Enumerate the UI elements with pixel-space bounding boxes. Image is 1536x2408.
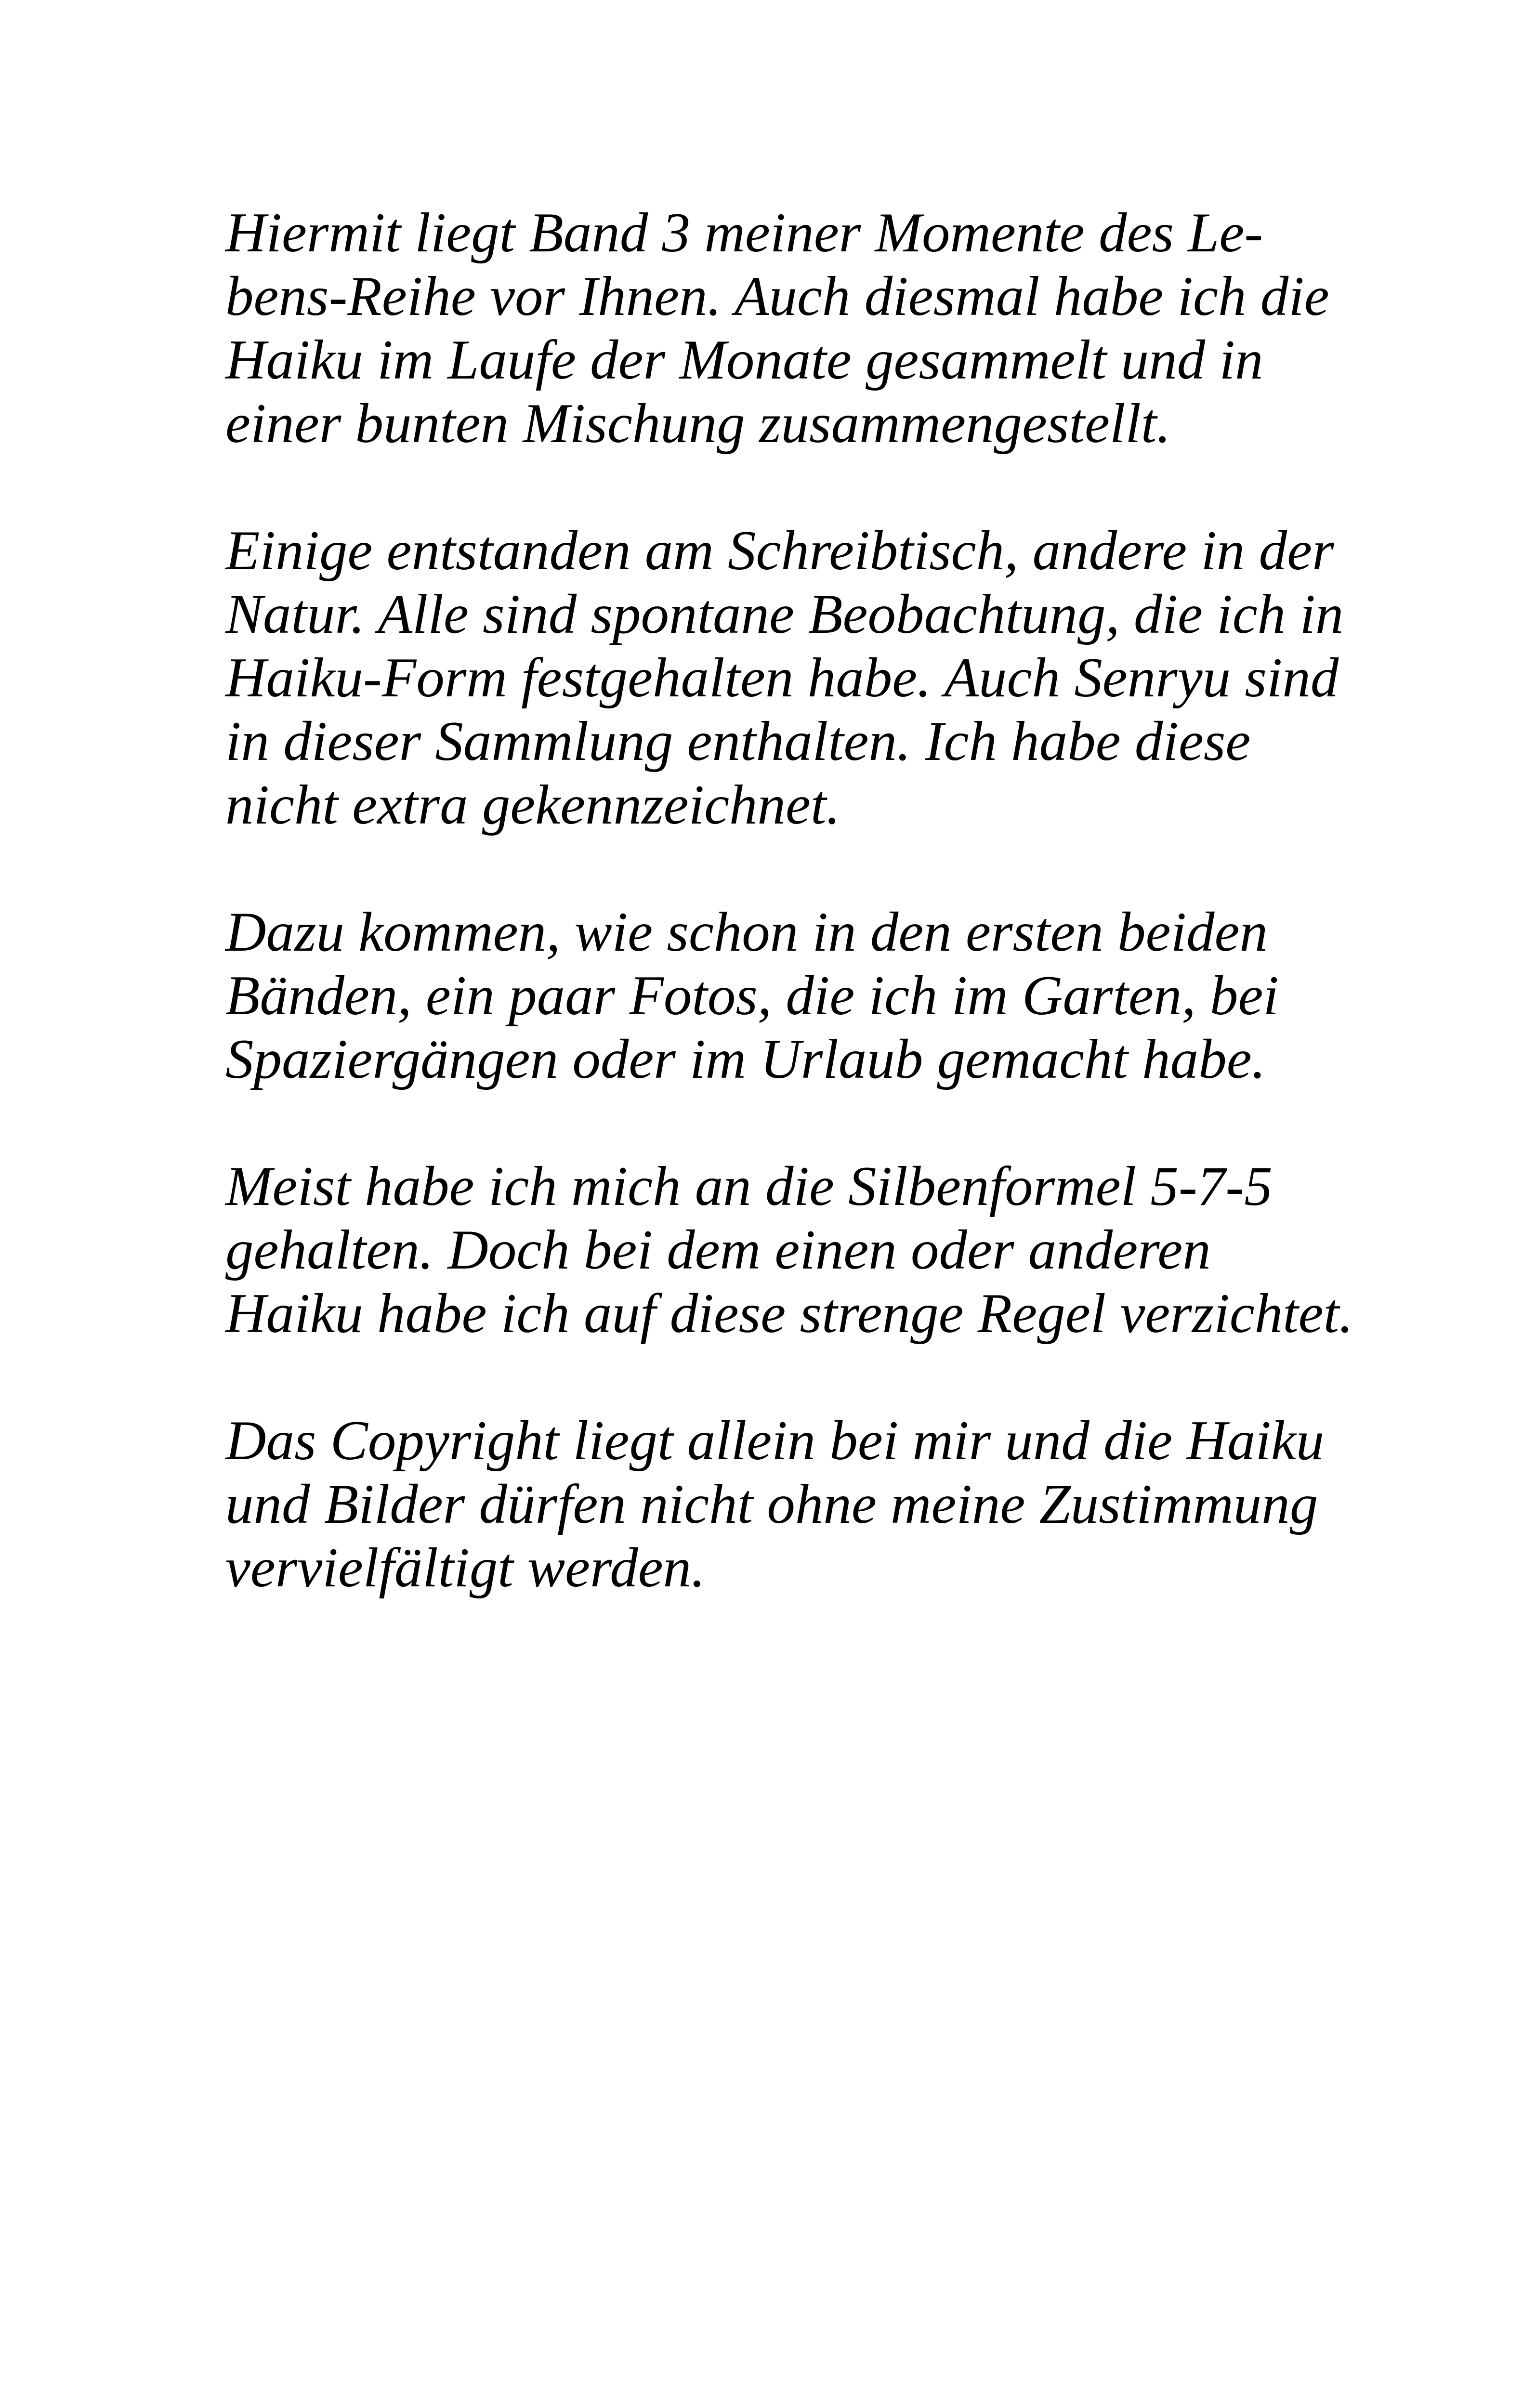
- text-line: und Bilder dürfen nicht ohne meine Zustimmung: [225, 1473, 1318, 1535]
- text-line: Haiku-Form festgehalten habe. Auch Senryu sind: [225, 647, 1339, 709]
- paragraph-4: [225, 1155, 1381, 1346]
- text-line: in dieser Sammlung enthalten. Ich habe diese: [225, 710, 1251, 772]
- text-line: Das Copyright liegt allein bei mir und die Haiku: [225, 1410, 1325, 1472]
- text-line: nicht extra gekennzeichnet.: [225, 774, 840, 836]
- text-line: Haiku im Laufe der Monate gesammelt und in: [225, 329, 1263, 391]
- text-line: bens-Reihe vor Ihnen. Auch diesmal habe ich die: [225, 265, 1329, 327]
- body-text: [225, 201, 1381, 1663]
- text-line: Hiermit liegt Band 3 meiner Momente des Le-: [225, 202, 1263, 264]
- text-line: Natur. Alle sind spontane Beobachtung, die ich in: [225, 583, 1344, 645]
- paragraph-5: [225, 1409, 1381, 1600]
- paragraph-3: [225, 901, 1381, 1091]
- text-line: Dazu kommen, wie schon in den ersten beiden: [225, 901, 1268, 963]
- text-line: Meist habe ich mich an die Silbenformel 5-7-5: [225, 1155, 1273, 1217]
- text-line: Haiku habe ich auf diese strenge Regel verzichtet.: [225, 1283, 1353, 1345]
- text-line: gehalten. Doch bei dem einen oder anderen: [225, 1219, 1211, 1281]
- paragraph-2: [225, 519, 1381, 837]
- text-line: Spaziergängen oder im Urlaub gemacht habe.: [225, 1028, 1266, 1090]
- paragraph-1: [225, 201, 1381, 456]
- text-line: Einige entstanden am Schreibtisch, andere in der: [225, 520, 1334, 582]
- text-line: vervielfältigt werden.: [225, 1537, 706, 1599]
- text-line: einer bunten Mischung zusammengestellt.: [225, 393, 1171, 455]
- text-line: Bänden, ein paar Fotos, die ich im Garten, bei: [225, 965, 1279, 1027]
